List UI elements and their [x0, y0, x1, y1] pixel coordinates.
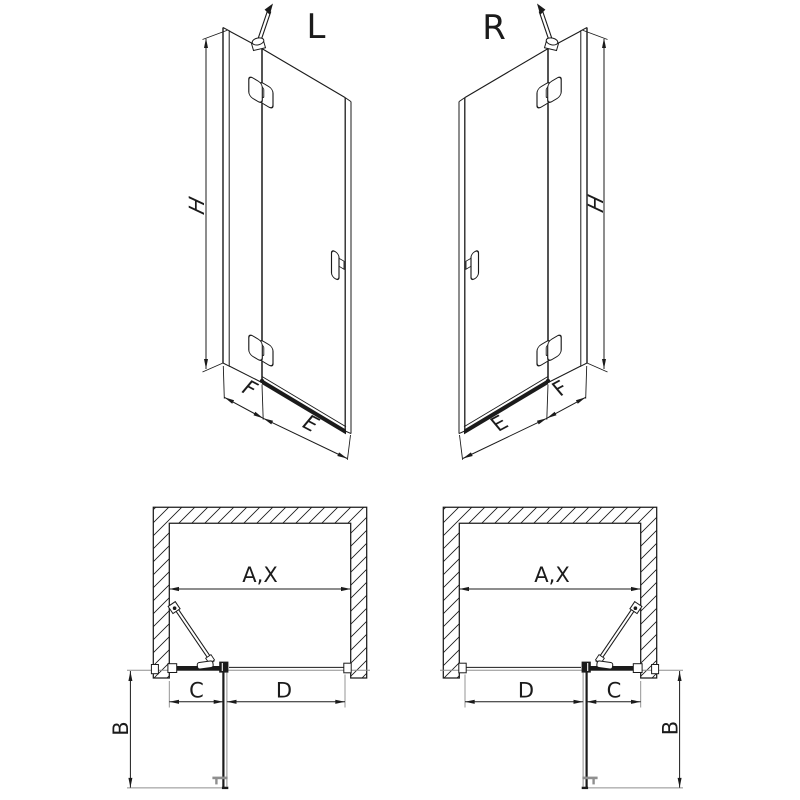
door-left-title: L	[306, 7, 326, 47]
right-plan-wall	[443, 507, 656, 678]
plan-left-fixed-label: C	[189, 678, 204, 703]
left-plan-wall	[153, 507, 366, 678]
plan-right-swing-label: B	[658, 720, 683, 736]
right-door-3d-view	[459, 4, 608, 460]
door-left-door-width-label: E	[296, 411, 325, 437]
plan-right-door-label: D	[517, 678, 535, 703]
plan-left-swing-label: B	[109, 721, 133, 736]
door-right-title: R	[482, 8, 506, 48]
plan-right-fixed-label: C	[606, 678, 622, 703]
door-left-fixed-width-label: F	[235, 376, 263, 402]
plan-left-opening-label: A,X	[242, 563, 278, 587]
door-right-height-label: H	[584, 190, 609, 218]
plan-right-opening-label: A,X	[534, 563, 570, 587]
plan-left-door-label: D	[275, 678, 293, 703]
door-right-fixed-width-label: F	[547, 376, 575, 402]
door-left-height-label: H	[185, 192, 210, 220]
door-right-door-width-label: E	[485, 411, 514, 437]
left-door-3d-view	[203, 4, 352, 460]
